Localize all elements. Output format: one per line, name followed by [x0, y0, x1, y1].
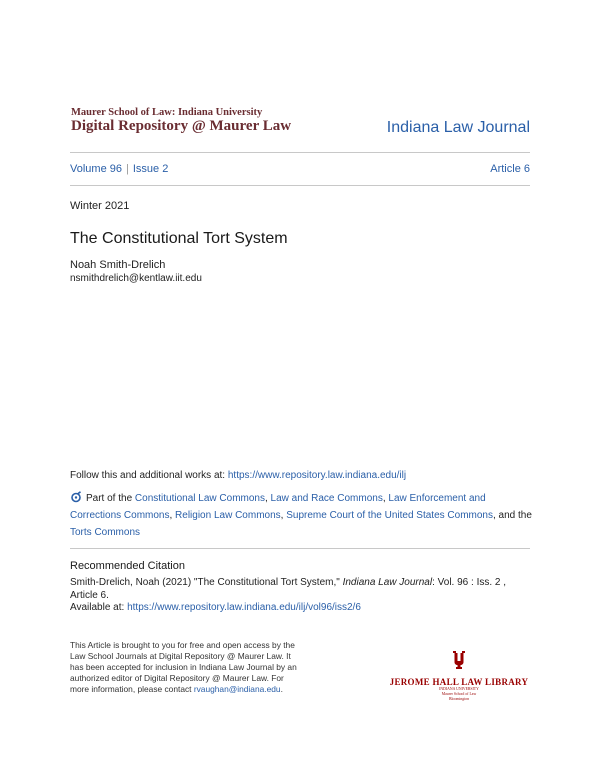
citation-heading: Recommended Citation [70, 560, 185, 572]
follow-url-link[interactable]: https://www.repository.law.indiana.edu/ilj [227, 470, 407, 481]
access-notice [70, 640, 302, 695]
commons-link[interactable]: Religion Law Commons [175, 510, 281, 521]
library-subline: INDIANA UNIVERSITY [439, 687, 479, 691]
commons-link[interactable]: Supreme Court of the United States Commons [286, 510, 493, 521]
issue-breadcrumb [70, 163, 168, 175]
notice-end: . [280, 684, 283, 694]
available-at [70, 602, 361, 613]
school-name: Maurer School of Law: Indiana University [71, 107, 263, 118]
follow-line [70, 470, 406, 481]
header-divider [70, 152, 530, 153]
list-conjunction: , and the [492, 510, 532, 521]
library-subline: Bloomington [448, 697, 470, 701]
issue-divider [70, 185, 530, 186]
available-label: Available at: [70, 602, 128, 613]
citation-text-before: Smith-Drelich, Noah (2021) "The Constitutional Tort System," [70, 577, 343, 588]
citation-text [70, 576, 532, 602]
list-separator: , [264, 493, 271, 504]
library-subline: Maurer School of Law [441, 692, 477, 696]
open-access-icon [70, 491, 82, 503]
follow-text: Follow this and additional works at: [70, 470, 228, 481]
notice-text: This Article is brought to you for free and open access by the Law School Journals at Digital Repository @ Maurer Law. It has been accepted for inclusion in Indiana Law Journal by an authorized editor of Digital Repository @ Maurer Law. For more information, please contact [70, 640, 297, 694]
part-of-commons [70, 490, 532, 541]
list-separator: , [280, 510, 287, 521]
journal-title-link[interactable]: Indiana Law Journal [386, 119, 530, 136]
author-name: Noah Smith-Drelich [70, 259, 166, 271]
commons-link[interactable]: Law and Race Commons [270, 493, 383, 504]
article-link[interactable]: Article 6 [490, 163, 530, 175]
repository-name[interactable]: Digital Repository @ Maurer Law [71, 118, 292, 134]
part-of-prefix: Part of the [86, 493, 135, 504]
citation-divider [70, 548, 530, 549]
contact-email-link[interactable]: rvaughan@indiana.edu [193, 684, 281, 694]
commons-link[interactable]: Constitutional Law Commons [134, 493, 265, 504]
citation-journal: Indiana Law Journal [342, 577, 433, 588]
citation-text-after: : Vol. 96 : Iss. 2 , Article 6. [70, 577, 507, 601]
list-separator: , [382, 493, 389, 504]
library-logo [388, 650, 530, 702]
iu-trident-icon [451, 650, 467, 670]
publication-season: Winter 2021 [70, 200, 130, 212]
list-separator: , [169, 510, 176, 521]
article-title: The Constitutional Tort System [70, 230, 288, 247]
commons-link[interactable]: Law Enforcement and Corrections Commons [70, 493, 486, 521]
library-name: JEROME HALL LAW LIBRARY [389, 677, 529, 687]
volume-link[interactable]: Volume 96 [70, 163, 122, 175]
issue-link[interactable]: Issue 2 [132, 163, 169, 175]
commons-link[interactable]: Torts Commons [70, 527, 141, 538]
article-url-link[interactable]: https://www.repository.law.indiana.edu/ilj/vol96/iss2/6 [127, 602, 361, 613]
author-email: nsmithdrelich@kentlaw.iit.edu [70, 273, 202, 284]
breadcrumb-separator: | [125, 163, 129, 175]
